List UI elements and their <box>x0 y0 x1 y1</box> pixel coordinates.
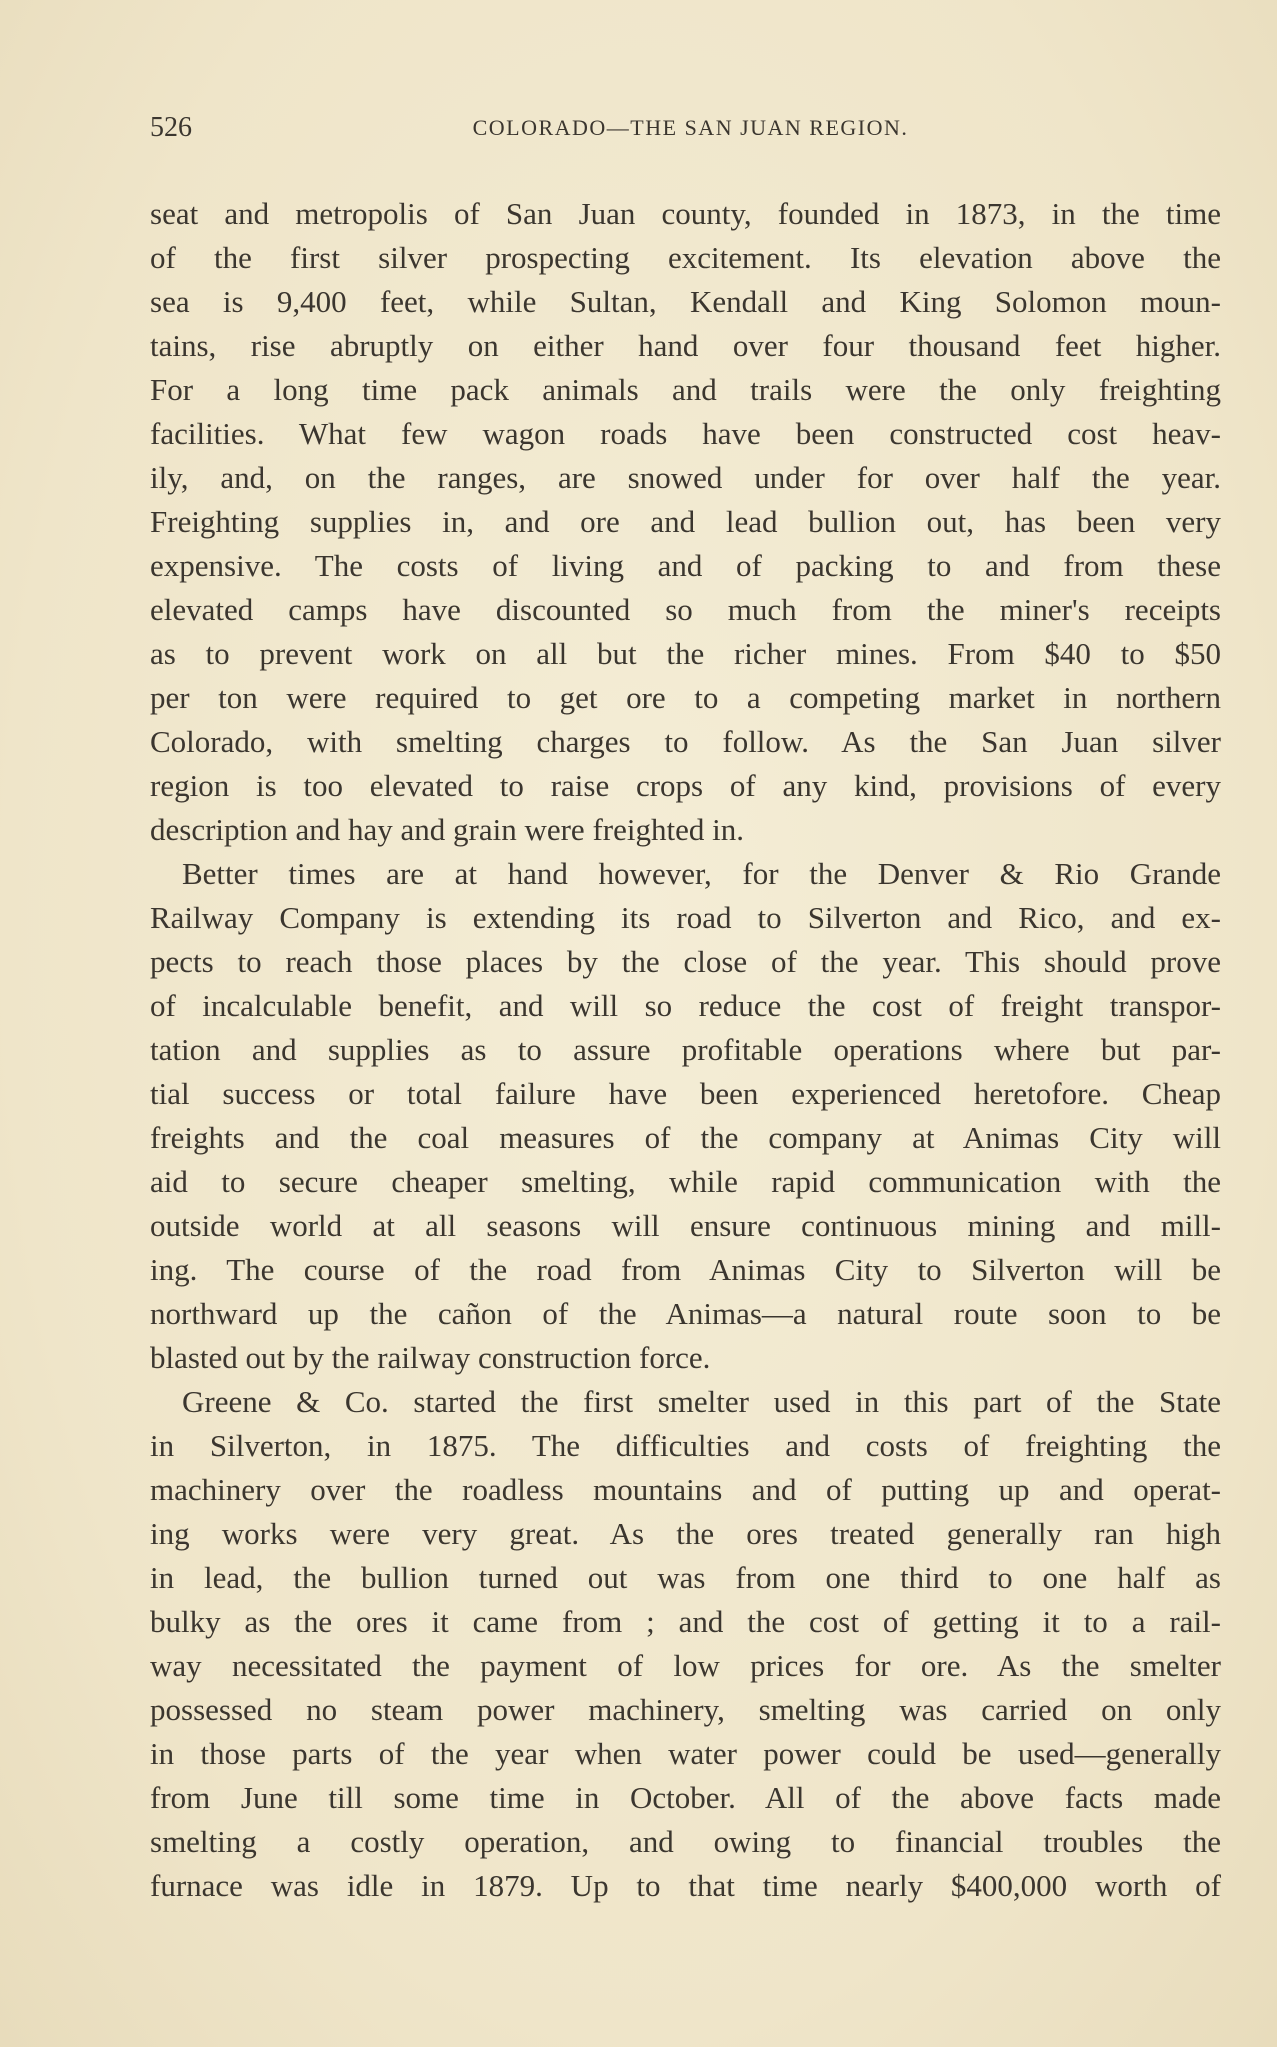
text-line: smelting a costly operation, and owing to financial troubles the <box>150 1824 1221 1859</box>
text-line: For a long time pack animals and trails were the only freighting <box>150 372 1221 407</box>
page-body <box>150 192 1221 1908</box>
text-line: northward up the cañon of the Animas—a natural route soon to be <box>150 1296 1221 1331</box>
text-line: tains, rise abruptly on either hand over four thousand feet higher. <box>150 328 1221 363</box>
text-line: possessed no steam power machinery, smelting was carried on only <box>150 1692 1221 1727</box>
text-line: per ton were required to get ore to a competing market in northern <box>150 680 1221 715</box>
text-line: as to prevent work on all but the richer mines. From $40 to $50 <box>150 636 1221 671</box>
text-line: Greene & Co. started the first smelter used in this part of the State <box>182 1384 1221 1419</box>
text-line: facilities. What few wagon roads have been constructed cost heav- <box>150 416 1221 451</box>
text-line: pects to reach those places by the close of the year. This should prove <box>150 944 1221 979</box>
text-line: in those parts of the year when water power could be used—generally <box>150 1736 1221 1771</box>
text-line: Colorado, with smelting charges to follow. As the San Juan silver <box>150 724 1221 759</box>
page-number: 526 <box>150 112 192 143</box>
text-line: from June till some time in October. All of the above facts made <box>150 1780 1221 1815</box>
text-line: expensive. The costs of living and of packing to and from these <box>150 548 1221 583</box>
text-line: blasted out by the railway construction force. <box>150 1340 711 1375</box>
text-line: ily, and, on the ranges, are snowed under for over half the year. <box>150 460 1221 495</box>
text-line: way necessitated the payment of low prices for ore. As the smelter <box>150 1648 1221 1683</box>
text-line: seat and metropolis of San Juan county, founded in 1873, in the time <box>150 196 1221 231</box>
text-line: ing works were very great. As the ores treated generally ran high <box>150 1516 1221 1551</box>
text-line: description and hay and grain were freighted in. <box>150 812 744 847</box>
text-line: tial success or total failure have been experienced heretofore. Cheap <box>150 1076 1221 1111</box>
paragraph <box>150 1380 1221 1908</box>
text-line: outside world at all seasons will ensure continuous mining and mill- <box>150 1208 1221 1243</box>
text-line: machinery over the roadless mountains and of putting up and operat- <box>150 1472 1221 1507</box>
paragraph <box>150 852 1221 1380</box>
text-line: region is too elevated to raise crops of any kind, provisions of every <box>150 768 1221 803</box>
text-line: elevated camps have discounted so much from the miner's receipts <box>150 592 1221 627</box>
text-line: freights and the coal measures of the company at Animas City will <box>150 1120 1221 1155</box>
paragraph <box>150 192 1221 852</box>
text-line: furnace was idle in 1879. Up to that time nearly $400,000 worth of <box>150 1868 1221 1903</box>
text-line: ing. The course of the road from Animas City to Silverton will be <box>150 1252 1221 1287</box>
text-line: tation and supplies as to assure profitable operations where but par- <box>150 1032 1221 1067</box>
page-header <box>150 112 1221 152</box>
running-title: COLORADO—THE SAN JUAN REGION. <box>472 115 909 140</box>
text-line: bulky as the ores it came from ; and the cost of getting it to a rail- <box>150 1604 1221 1639</box>
text-line: in lead, the bullion turned out was from one third to one half as <box>150 1560 1221 1595</box>
text-line: Railway Company is extending its road to Silverton and Rico, and ex- <box>150 900 1221 935</box>
text-line: sea is 9,400 feet, while Sultan, Kendall and King Solomon moun- <box>150 284 1221 319</box>
text-line: in Silverton, in 1875. The difficulties and costs of freighting the <box>150 1428 1221 1463</box>
text-line: Freighting supplies in, and ore and lead bullion out, has been very <box>150 504 1221 539</box>
text-line: of incalculable benefit, and will so reduce the cost of freight transpor- <box>150 988 1221 1023</box>
text-line: Better times are at hand however, for the Denver & Rio Grande <box>182 856 1221 891</box>
text-line: of the first silver prospecting excitement. Its elevation above the <box>150 240 1221 275</box>
text-line: aid to secure cheaper smelting, while rapid communication with the <box>150 1164 1221 1199</box>
